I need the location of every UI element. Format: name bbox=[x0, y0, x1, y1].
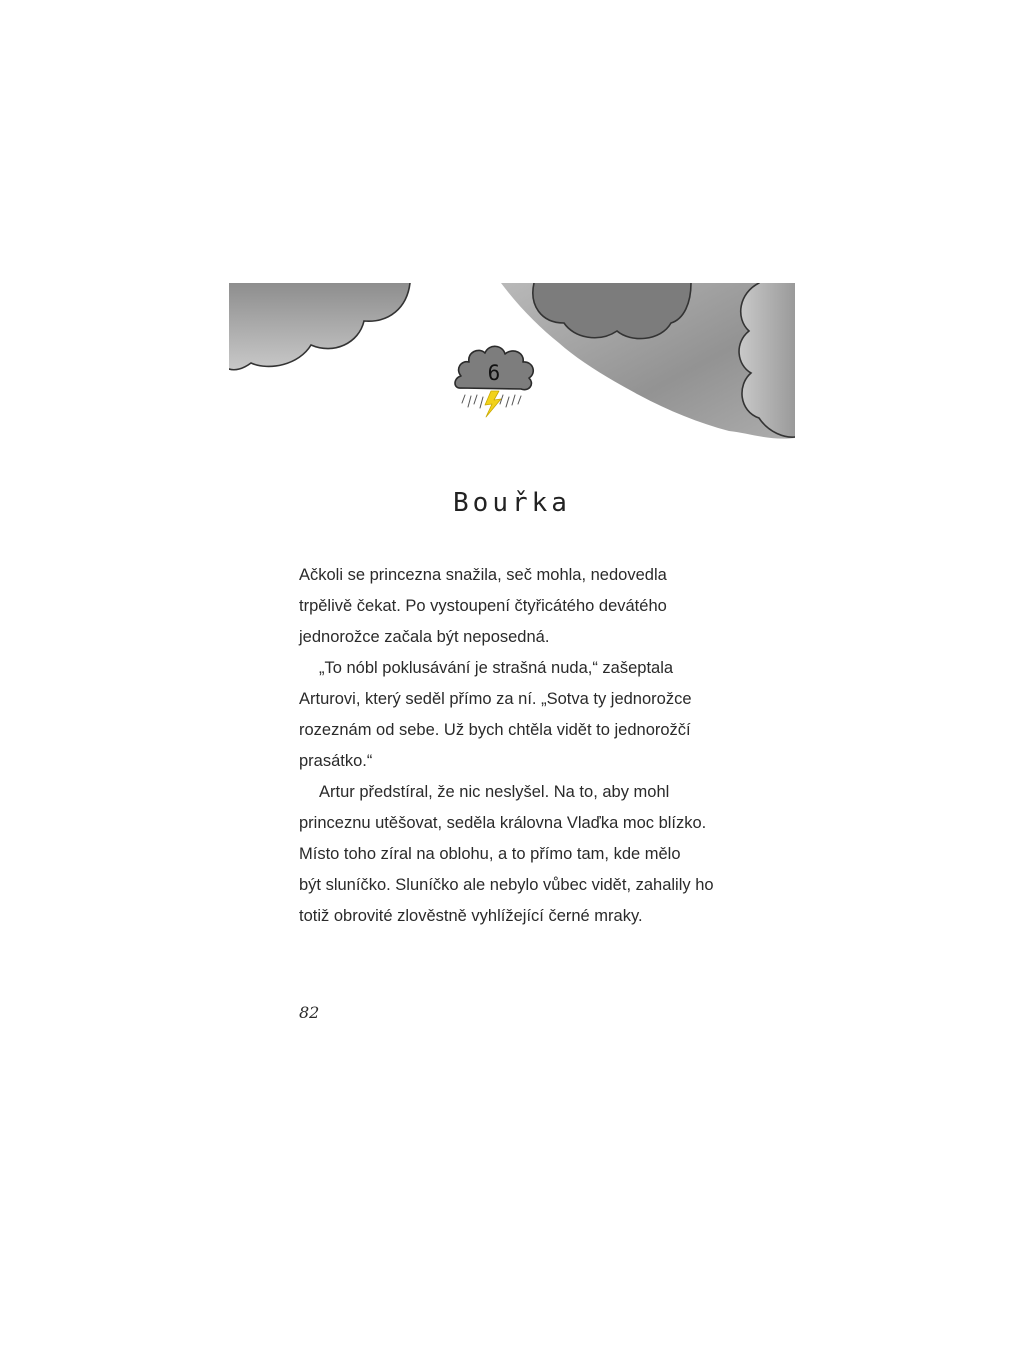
storm-clouds-illustration bbox=[229, 283, 795, 443]
text-line: „To nóbl poklusávání je strašná nuda,“ zašeptala bbox=[319, 659, 674, 677]
paragraph bbox=[299, 560, 739, 653]
text-line: Artur předstíral, že nic neslyšel. Na to, aby mohl bbox=[319, 783, 670, 801]
chapter-title: Bouřka bbox=[453, 488, 571, 518]
text-line: Ačkoli se princezna snažila, seč mohla, nedovedla bbox=[299, 566, 667, 584]
text-line: jednorožce začala být neposedná. bbox=[299, 628, 550, 646]
paragraph bbox=[299, 653, 739, 777]
right-cloud bbox=[501, 283, 795, 439]
text-line: trpělivě čekat. Po vystoupení čtyřicátého devátého bbox=[299, 597, 667, 615]
left-cloud bbox=[229, 283, 410, 370]
page-number: 82 bbox=[299, 1003, 320, 1022]
chapter-number: 6 bbox=[487, 361, 501, 385]
text-line: Místo toho zíral na oblohu, a to přímo tam, kde mělo bbox=[299, 845, 681, 863]
text-line: princeznu utěšovat, seděla královna Vlaďka moc blízko. bbox=[299, 814, 707, 832]
text-line: prasátko.“ bbox=[299, 752, 373, 770]
text-line: rozeznám od sebe. Už bych chtěla vidět to jednorožčí bbox=[299, 721, 691, 739]
text-line: totiž obrovité zlověstně vyhlížející černé mraky. bbox=[299, 907, 643, 925]
paragraph bbox=[299, 777, 739, 932]
chapter-body bbox=[299, 560, 739, 932]
text-line: Arturovi, který seděl přímo za ní. „Sotva ty jednorožce bbox=[299, 690, 692, 708]
text-line: být sluníčko. Sluníčko ale nebylo vůbec vidět, zahalily ho bbox=[299, 876, 714, 894]
